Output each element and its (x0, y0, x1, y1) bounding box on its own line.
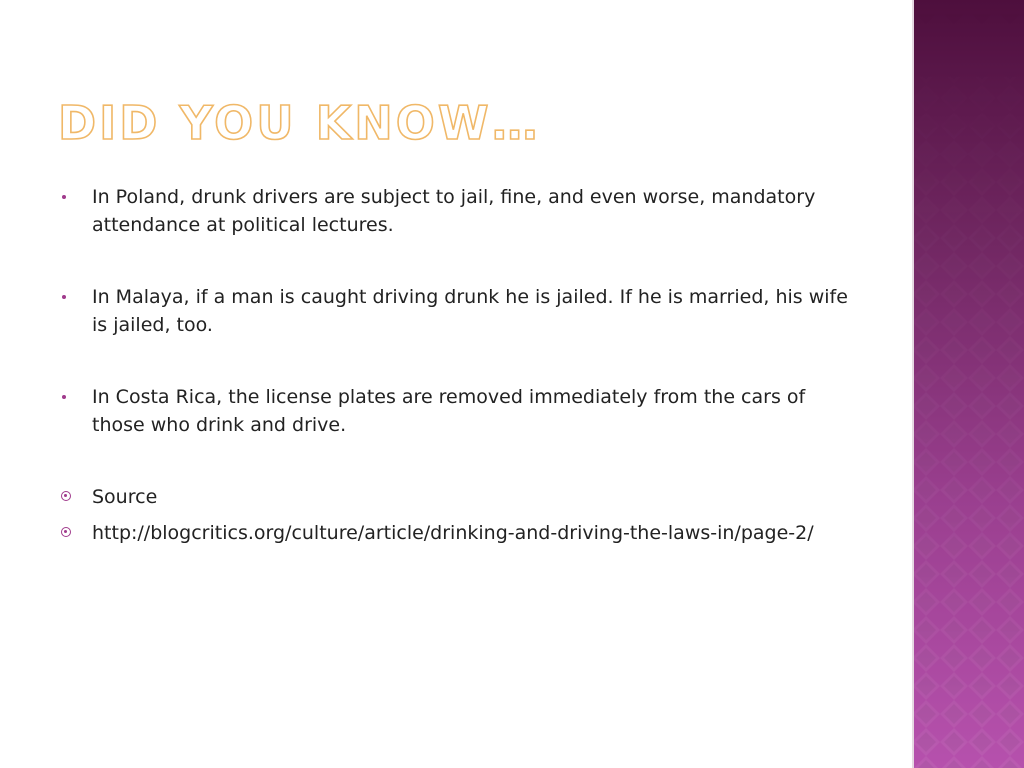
bullet-dot-icon (62, 395, 66, 399)
bullet-item-source-url (58, 519, 858, 547)
bullet-text: In Malaya, if a man is caught driving drunk he is jailed. If he is married, his wife is jailed, too. (92, 286, 848, 336)
bullet-dot-icon (62, 295, 66, 299)
bullet-dot-icon (62, 195, 66, 199)
bullet-list (58, 183, 858, 547)
bullet-text: In Costa Rica, the license plates are removed immediately from the cars of those who drink and drive. (92, 386, 806, 436)
bullet-ring-icon (61, 491, 71, 501)
bullet-item-malaya (58, 283, 858, 339)
source-link[interactable]: http://blogcritics.org/culture/article/drinking-and-driving-the-laws-in/page-2/ (92, 522, 814, 544)
slide-title: DID YOU KNOW… (58, 96, 541, 150)
bullet-ring-icon (61, 527, 71, 537)
decorative-side-panel (912, 0, 1024, 768)
bullet-item-source-label (58, 483, 858, 511)
bullet-text: Source (92, 486, 158, 508)
bullet-text: In Poland, drunk drivers are subject to jail, fine, and even worse, mandatory attendance at political lectures. (92, 186, 816, 236)
bullet-item-poland (58, 183, 858, 239)
bullet-item-costa-rica (58, 383, 858, 439)
diamond-pattern-icon (912, 0, 1024, 768)
